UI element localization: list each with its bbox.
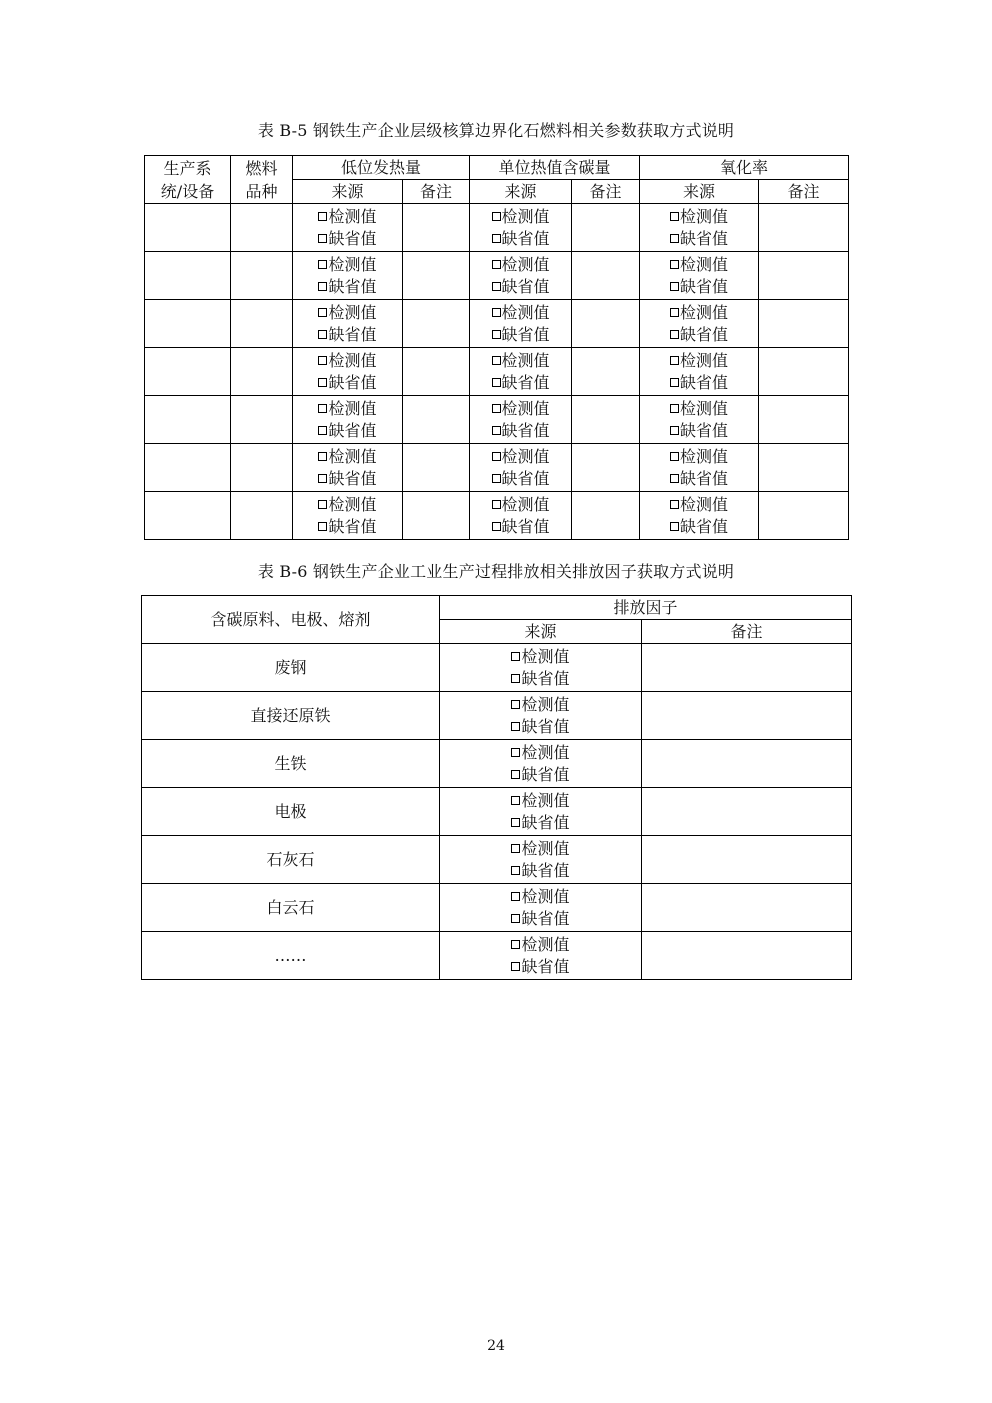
checkbox-icon[interactable] bbox=[511, 914, 520, 923]
checkbox-icon[interactable] bbox=[511, 700, 520, 709]
checkbox-icon[interactable] bbox=[318, 522, 327, 531]
system-cell[interactable] bbox=[145, 396, 231, 444]
option-default[interactable]: 缺省值 bbox=[670, 516, 728, 538]
remark-cell[interactable] bbox=[642, 884, 852, 932]
option-measured[interactable]: 检测值 bbox=[511, 742, 569, 764]
option-default[interactable]: 缺省值 bbox=[318, 516, 376, 538]
checkbox-icon[interactable] bbox=[670, 522, 679, 531]
system-cell[interactable] bbox=[145, 492, 231, 540]
checkbox-icon[interactable] bbox=[492, 282, 501, 291]
option-default[interactable]: 缺省值 bbox=[492, 276, 550, 298]
source-options bbox=[440, 836, 642, 884]
checkbox-icon[interactable] bbox=[670, 452, 679, 461]
fuel-cell[interactable] bbox=[231, 492, 293, 540]
material-cell: 直接还原铁 bbox=[142, 692, 440, 740]
checkbox-icon[interactable] bbox=[318, 426, 327, 435]
checkbox-icon[interactable] bbox=[670, 500, 679, 509]
checkbox-icon[interactable] bbox=[492, 260, 501, 269]
subheader-remark: 备注 bbox=[759, 180, 849, 204]
checkbox-icon[interactable] bbox=[670, 330, 679, 339]
checkbox-icon[interactable] bbox=[318, 500, 327, 509]
table-row bbox=[145, 252, 849, 300]
source-options bbox=[640, 444, 759, 492]
header-oxidation-rate: 氧化率 bbox=[640, 156, 849, 180]
remark-cell[interactable] bbox=[403, 300, 470, 348]
checkbox-icon[interactable] bbox=[670, 404, 679, 413]
remark-cell[interactable] bbox=[642, 932, 852, 980]
option-measured[interactable]: 检测值 bbox=[670, 302, 728, 324]
table-row bbox=[142, 932, 852, 980]
fuel-cell[interactable] bbox=[231, 300, 293, 348]
checkbox-icon[interactable] bbox=[318, 404, 327, 413]
checkbox-icon[interactable] bbox=[492, 500, 501, 509]
option-default[interactable]: 缺省值 bbox=[511, 716, 569, 738]
source-options bbox=[293, 396, 403, 444]
subheader-source: 来源 bbox=[470, 180, 572, 204]
fuel-cell[interactable] bbox=[231, 444, 293, 492]
checkbox-icon[interactable] bbox=[318, 330, 327, 339]
source-options bbox=[440, 644, 642, 692]
system-cell[interactable] bbox=[145, 348, 231, 396]
option-measured[interactable]: 检测值 bbox=[670, 494, 728, 516]
checkbox-icon[interactable] bbox=[670, 308, 679, 317]
subheader-remark: 备注 bbox=[642, 620, 852, 644]
option-default[interactable]: 缺省值 bbox=[511, 908, 569, 930]
option-default[interactable]: 缺省值 bbox=[318, 324, 376, 346]
option-measured[interactable]: 检测值 bbox=[492, 254, 550, 276]
fuel-cell[interactable] bbox=[231, 252, 293, 300]
option-default[interactable]: 缺省值 bbox=[670, 324, 728, 346]
checkbox-icon[interactable] bbox=[318, 378, 327, 387]
table-row bbox=[142, 836, 852, 884]
subheader-remark: 备注 bbox=[572, 180, 640, 204]
option-measured[interactable]: 检测值 bbox=[318, 494, 376, 516]
remark-cell[interactable] bbox=[572, 300, 640, 348]
remark-cell[interactable] bbox=[403, 204, 470, 252]
checkbox-icon[interactable] bbox=[511, 674, 520, 683]
option-default[interactable]: 缺省值 bbox=[318, 372, 376, 394]
option-measured[interactable]: 检测值 bbox=[511, 646, 569, 668]
table-row bbox=[142, 884, 852, 932]
option-measured[interactable]: 检测值 bbox=[670, 446, 728, 468]
material-cell: 生铁 bbox=[142, 740, 440, 788]
material-cell: 电极 bbox=[142, 788, 440, 836]
page-number: 24 bbox=[487, 1338, 505, 1354]
option-measured[interactable]: 检测值 bbox=[511, 838, 569, 860]
option-measured[interactable]: 检测值 bbox=[318, 206, 376, 228]
checkbox-icon[interactable] bbox=[318, 356, 327, 365]
option-default[interactable]: 缺省值 bbox=[492, 228, 550, 250]
header-material: 含碳原料、电极、熔剂 bbox=[142, 596, 440, 644]
checkbox-icon[interactable] bbox=[492, 404, 501, 413]
source-options bbox=[440, 692, 642, 740]
checkbox-icon[interactable] bbox=[492, 212, 501, 221]
remark-cell[interactable] bbox=[642, 836, 852, 884]
source-options bbox=[640, 396, 759, 444]
option-default[interactable]: 缺省值 bbox=[492, 372, 550, 394]
table-row bbox=[145, 348, 849, 396]
option-measured[interactable]: 检测值 bbox=[318, 446, 376, 468]
option-measured[interactable]: 检测值 bbox=[511, 934, 569, 956]
option-measured[interactable]: 检测值 bbox=[492, 302, 550, 324]
system-cell[interactable] bbox=[145, 252, 231, 300]
option-measured[interactable]: 检测值 bbox=[492, 206, 550, 228]
option-measured[interactable]: 检测值 bbox=[318, 302, 376, 324]
option-default[interactable]: 缺省值 bbox=[492, 324, 550, 346]
option-measured[interactable]: 检测值 bbox=[318, 254, 376, 276]
source-options bbox=[293, 444, 403, 492]
option-default[interactable]: 缺省值 bbox=[318, 228, 376, 250]
system-cell[interactable] bbox=[145, 204, 231, 252]
checkbox-icon[interactable] bbox=[492, 452, 501, 461]
remark-cell[interactable] bbox=[572, 444, 640, 492]
system-cell[interactable] bbox=[145, 300, 231, 348]
option-measured[interactable]: 检测值 bbox=[511, 790, 569, 812]
subheader-remark: 备注 bbox=[403, 180, 470, 204]
option-measured[interactable]: 检测值 bbox=[492, 398, 550, 420]
remark-cell[interactable] bbox=[572, 348, 640, 396]
option-measured[interactable]: 检测值 bbox=[318, 398, 376, 420]
checkbox-icon[interactable] bbox=[492, 426, 501, 435]
checkbox-icon[interactable] bbox=[511, 796, 520, 805]
checkbox-icon[interactable] bbox=[670, 212, 679, 221]
table-b6 bbox=[141, 595, 852, 980]
checkbox-icon[interactable] bbox=[670, 378, 679, 387]
option-default[interactable]: 缺省值 bbox=[511, 668, 569, 690]
checkbox-icon[interactable] bbox=[318, 234, 327, 243]
table-row bbox=[145, 300, 849, 348]
checkbox-icon[interactable] bbox=[511, 892, 520, 901]
header-carbon-content: 单位热值含碳量 bbox=[470, 156, 640, 180]
option-default[interactable]: 缺省值 bbox=[670, 372, 728, 394]
option-measured[interactable]: 检测值 bbox=[492, 446, 550, 468]
remark-cell[interactable] bbox=[403, 348, 470, 396]
header-fuel: 燃料 品种 bbox=[231, 156, 293, 204]
option-measured[interactable]: 检测值 bbox=[670, 398, 728, 420]
source-options bbox=[470, 444, 572, 492]
remark-cell[interactable] bbox=[759, 348, 849, 396]
checkbox-icon[interactable] bbox=[318, 308, 327, 317]
checkbox-icon[interactable] bbox=[492, 378, 501, 387]
remark-cell[interactable] bbox=[642, 740, 852, 788]
checkbox-icon[interactable] bbox=[318, 452, 327, 461]
source-options bbox=[470, 252, 572, 300]
source-options bbox=[440, 740, 642, 788]
option-measured[interactable]: 检测值 bbox=[670, 350, 728, 372]
checkbox-icon[interactable] bbox=[670, 282, 679, 291]
material-cell: 石灰石 bbox=[142, 836, 440, 884]
remark-cell[interactable] bbox=[403, 252, 470, 300]
remark-cell[interactable] bbox=[759, 204, 849, 252]
checkbox-icon[interactable] bbox=[511, 844, 520, 853]
checkbox-icon[interactable] bbox=[511, 748, 520, 757]
checkbox-icon[interactable] bbox=[492, 234, 501, 243]
option-measured[interactable]: 检测值 bbox=[511, 694, 569, 716]
checkbox-icon[interactable] bbox=[670, 426, 679, 435]
source-options bbox=[640, 300, 759, 348]
material-cell: 白云石 bbox=[142, 884, 440, 932]
remark-cell[interactable] bbox=[572, 204, 640, 252]
source-options bbox=[293, 204, 403, 252]
system-cell[interactable] bbox=[145, 444, 231, 492]
checkbox-icon[interactable] bbox=[511, 940, 520, 949]
table-row bbox=[145, 396, 849, 444]
option-default[interactable]: 缺省值 bbox=[318, 468, 376, 490]
option-default[interactable]: 缺省值 bbox=[318, 420, 376, 442]
option-default[interactable]: 缺省值 bbox=[492, 516, 550, 538]
remark-cell[interactable] bbox=[572, 492, 640, 540]
checkbox-icon[interactable] bbox=[492, 522, 501, 531]
subheader-source: 来源 bbox=[640, 180, 759, 204]
option-measured[interactable]: 检测值 bbox=[492, 494, 550, 516]
fuel-cell[interactable] bbox=[231, 396, 293, 444]
option-default[interactable]: 缺省值 bbox=[511, 764, 569, 786]
checkbox-icon[interactable] bbox=[492, 330, 501, 339]
checkbox-icon[interactable] bbox=[511, 866, 520, 875]
source-options bbox=[640, 492, 759, 540]
table-row bbox=[145, 444, 849, 492]
table-row bbox=[142, 788, 852, 836]
table-row bbox=[142, 692, 852, 740]
checkbox-icon[interactable] bbox=[670, 474, 679, 483]
remark-cell[interactable] bbox=[642, 788, 852, 836]
option-default[interactable]: 缺省值 bbox=[670, 420, 728, 442]
option-measured[interactable]: 检测值 bbox=[492, 350, 550, 372]
checkbox-icon[interactable] bbox=[511, 770, 520, 779]
source-options bbox=[440, 884, 642, 932]
option-default[interactable]: 缺省值 bbox=[511, 860, 569, 882]
checkbox-icon[interactable] bbox=[511, 652, 520, 661]
source-options bbox=[293, 252, 403, 300]
checkbox-icon[interactable] bbox=[318, 212, 327, 221]
option-default[interactable]: 缺省值 bbox=[492, 420, 550, 442]
remark-cell[interactable] bbox=[759, 252, 849, 300]
remark-cell[interactable] bbox=[403, 492, 470, 540]
remark-cell[interactable] bbox=[642, 692, 852, 740]
option-default[interactable]: 缺省值 bbox=[670, 468, 728, 490]
subheader-source: 来源 bbox=[440, 620, 642, 644]
option-measured[interactable]: 检测值 bbox=[511, 886, 569, 908]
source-options bbox=[440, 788, 642, 836]
checkbox-icon[interactable] bbox=[670, 260, 679, 269]
source-options bbox=[293, 348, 403, 396]
checkbox-icon[interactable] bbox=[492, 308, 501, 317]
checkbox-icon[interactable] bbox=[511, 962, 520, 971]
checkbox-icon[interactable] bbox=[492, 356, 501, 365]
header-emission-factor: 排放因子 bbox=[440, 596, 852, 620]
fuel-cell[interactable] bbox=[231, 204, 293, 252]
source-options bbox=[470, 492, 572, 540]
checkbox-icon[interactable] bbox=[318, 260, 327, 269]
material-cell: 废钢 bbox=[142, 644, 440, 692]
checkbox-icon[interactable] bbox=[492, 474, 501, 483]
remark-cell[interactable] bbox=[759, 444, 849, 492]
source-options bbox=[293, 300, 403, 348]
remark-cell[interactable] bbox=[572, 252, 640, 300]
header-system: 生产系 统/设备 bbox=[145, 156, 231, 204]
remark-cell[interactable] bbox=[403, 396, 470, 444]
checkbox-icon[interactable] bbox=[318, 282, 327, 291]
source-options bbox=[470, 204, 572, 252]
remark-cell[interactable] bbox=[642, 644, 852, 692]
table-b5-caption: 表 B-5 钢铁生产企业层级核算边界化石燃料相关参数获取方式说明 bbox=[257, 121, 735, 140]
source-options bbox=[440, 932, 642, 980]
table-row bbox=[142, 644, 852, 692]
source-options bbox=[640, 348, 759, 396]
table-b5 bbox=[144, 155, 849, 540]
source-options bbox=[293, 492, 403, 540]
option-default[interactable]: 缺省值 bbox=[670, 228, 728, 250]
table-row bbox=[145, 492, 849, 540]
option-default[interactable]: 缺省值 bbox=[511, 812, 569, 834]
subheader-source: 来源 bbox=[293, 180, 403, 204]
material-cell: …… bbox=[142, 932, 440, 980]
option-default[interactable]: 缺省值 bbox=[670, 276, 728, 298]
source-options bbox=[640, 204, 759, 252]
checkbox-icon[interactable] bbox=[318, 474, 327, 483]
remark-cell[interactable] bbox=[759, 300, 849, 348]
checkbox-icon[interactable] bbox=[670, 356, 679, 365]
option-measured[interactable]: 检测值 bbox=[670, 254, 728, 276]
table-b6-caption: 表 B-6 钢铁生产企业工业生产过程排放相关排放因子获取方式说明 bbox=[257, 562, 735, 581]
source-options bbox=[470, 348, 572, 396]
remark-cell[interactable] bbox=[572, 396, 640, 444]
option-measured[interactable]: 检测值 bbox=[670, 206, 728, 228]
option-default[interactable]: 缺省值 bbox=[511, 956, 569, 978]
checkbox-icon[interactable] bbox=[670, 234, 679, 243]
source-options bbox=[640, 252, 759, 300]
option-default[interactable]: 缺省值 bbox=[318, 276, 376, 298]
checkbox-icon[interactable] bbox=[511, 722, 520, 731]
option-measured[interactable]: 检测值 bbox=[318, 350, 376, 372]
header-ncv: 低位发热量 bbox=[293, 156, 470, 180]
table-row bbox=[145, 204, 849, 252]
table-row bbox=[142, 740, 852, 788]
remark-cell[interactable] bbox=[759, 492, 849, 540]
checkbox-icon[interactable] bbox=[511, 818, 520, 827]
option-default[interactable]: 缺省值 bbox=[492, 468, 550, 490]
source-options bbox=[470, 300, 572, 348]
remark-cell[interactable] bbox=[403, 444, 470, 492]
remark-cell[interactable] bbox=[759, 396, 849, 444]
source-options bbox=[470, 396, 572, 444]
fuel-cell[interactable] bbox=[231, 348, 293, 396]
